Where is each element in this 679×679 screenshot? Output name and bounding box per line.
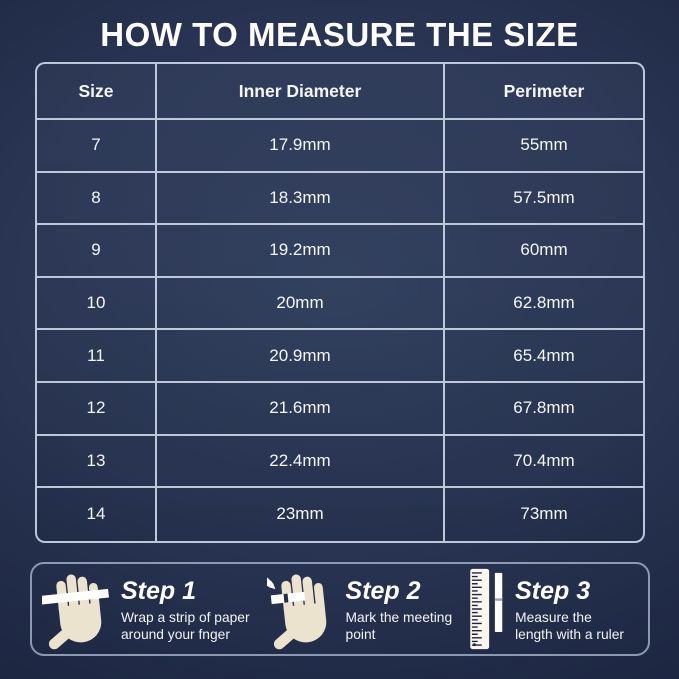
step-description: Wrap a strip of paper around your fnger [121, 609, 250, 642]
cell-perimeter: 62.8mm [445, 278, 643, 331]
step-2 [267, 566, 453, 652]
table-header-row [37, 64, 643, 120]
cell-perimeter: 60mm [445, 225, 643, 278]
table-row [37, 436, 643, 489]
cell-inner-diameter: 23mm [157, 488, 445, 541]
cell-size: 12 [37, 383, 157, 436]
header-perimeter: Perimeter [445, 64, 643, 120]
cell-inner-diameter: 22.4mm [157, 436, 445, 489]
cell-inner-diameter: 17.9mm [157, 120, 445, 173]
cell-size: 11 [37, 330, 157, 383]
step-text [346, 575, 453, 643]
steps-box [30, 562, 650, 656]
size-table [35, 62, 645, 543]
header-size: Size [37, 64, 157, 120]
cell-inner-diameter: 21.6mm [157, 383, 445, 436]
cell-inner-diameter: 19.2mm [157, 225, 445, 278]
cell-size: 7 [37, 120, 157, 173]
cell-inner-diameter: 20mm [157, 278, 445, 331]
cell-perimeter: 57.5mm [445, 173, 643, 226]
step-title: Step 1 [121, 576, 197, 605]
header-inner-diameter: Inner Diameter [157, 64, 445, 120]
table-row [37, 330, 643, 383]
hand-with-paper-strip-icon [42, 566, 112, 652]
step-description: Mark the meeting point [345, 609, 453, 642]
cell-perimeter: 67.8mm [445, 383, 643, 436]
table-row [37, 278, 643, 331]
step-text [121, 575, 250, 643]
step-title: Step 3 [515, 576, 591, 605]
cell-perimeter: 70.4mm [445, 436, 643, 489]
cell-inner-diameter: 18.3mm [157, 173, 445, 226]
cell-perimeter: 55mm [445, 120, 643, 173]
step-3 [469, 568, 624, 650]
table-row [37, 488, 643, 541]
step-description: Measure the length with a ruler [515, 609, 624, 642]
table-row [37, 383, 643, 436]
cell-inner-diameter: 20.9mm [157, 330, 445, 383]
cell-size: 9 [37, 225, 157, 278]
hand-with-pencil-icon [267, 566, 337, 652]
table-row [37, 173, 643, 226]
step-title: Step 2 [345, 576, 421, 605]
cell-perimeter: 65.4mm [445, 330, 643, 383]
cell-size: 13 [37, 436, 157, 489]
ruler-icon [469, 568, 506, 650]
step-text [515, 575, 624, 643]
table-row [37, 120, 643, 173]
cell-size: 8 [37, 173, 157, 226]
cell-size: 10 [37, 278, 157, 331]
cell-perimeter: 73mm [520, 504, 568, 524]
table-row [37, 225, 643, 278]
step-1 [42, 566, 250, 652]
cell-size: 14 [37, 488, 157, 541]
page-title: HOW TO MEASURE THE SIZE [100, 16, 579, 53]
